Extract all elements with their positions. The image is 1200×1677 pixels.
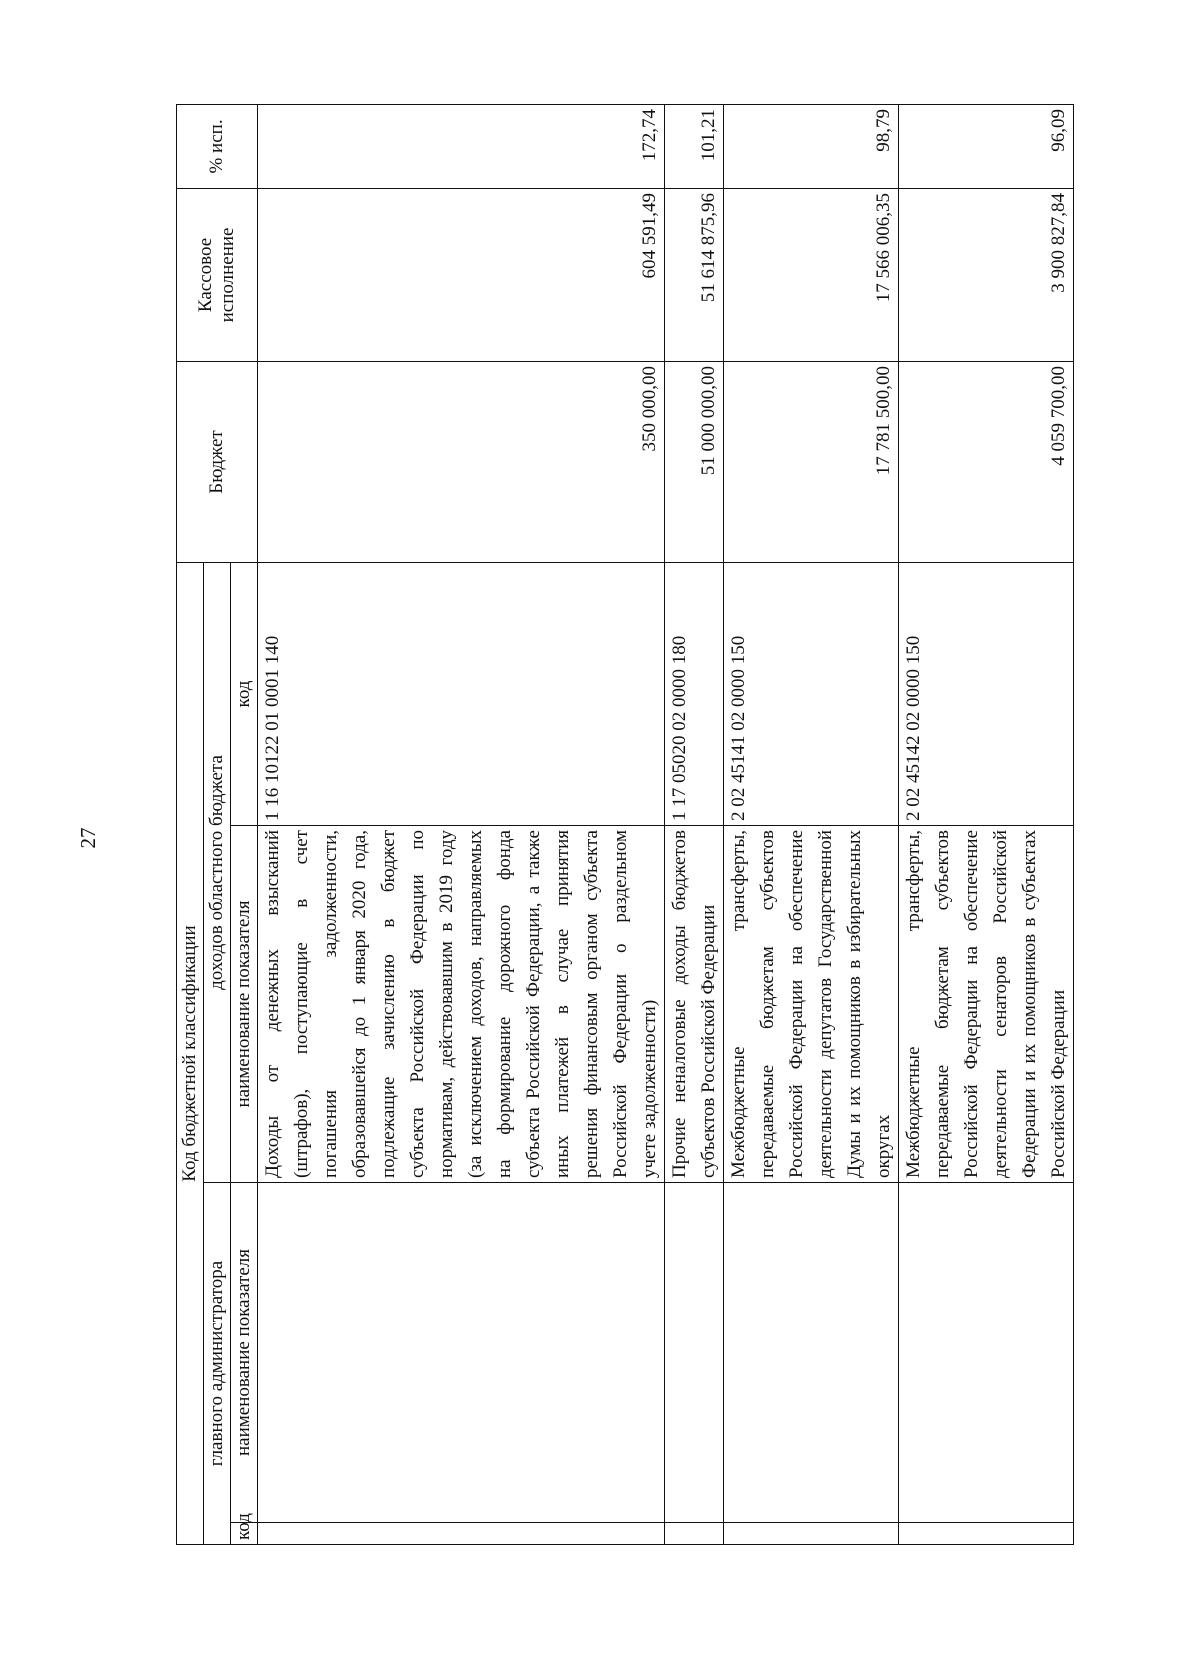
header-row-1: [177, 104, 204, 1544]
header-admin-code: код: [231, 1523, 258, 1545]
revenue-code-cell: 2 02 45142 02 0000 150: [899, 562, 1074, 825]
admin-code-cell: [665, 1523, 724, 1545]
admin-name-cell: [899, 1183, 1074, 1523]
header-admin-name: наименование показателя: [231, 1183, 258, 1523]
revenue-code-cell: 2 02 45141 02 0000 150: [724, 562, 899, 825]
header-revenue-name: наименование показателя: [231, 826, 258, 1183]
indicator-name-cell: Межбюджетные трансферты, передаваемые бюджетам субъектов Российской Федерации на обеспечение деятельности сенаторов Российской Федерации и их помощников в субъектах Российской Федерации: [899, 826, 1074, 1183]
percent-cell: 101,21: [665, 104, 724, 188]
budget-cell: 350 000,00: [258, 361, 665, 562]
admin-code-cell: [899, 1523, 1074, 1545]
header-cash-execution: Кассовое исполнение: [177, 188, 258, 361]
budget-cell: 4 059 700,00: [899, 361, 1074, 562]
cash-execution-cell: 3 900 827,84: [899, 188, 1074, 361]
revenue-code-cell: 1 17 05020 02 0000 180: [665, 562, 724, 825]
page-number: 27: [76, 827, 100, 849]
admin-name-cell: [724, 1183, 899, 1523]
indicator-name-cell: Доходы от денежных взысканий (штрафов), поступающие в счет погашения задолженности, образовавшейся до 1 января 2020 года, подлежащие зачислению в бюджет субъекта Российской Федерации по нормативам, действовавшим в 2019 году (за исключением доходов, направляемых на формирование дорожного фонда субъекта Российской Федерации, а также иных платежей в случае принятия решения финансовым органом субъекта Российской Федерации о раздельном учете задолженности): [258, 826, 665, 1183]
budget-cell: 51 000 000,00: [665, 361, 724, 562]
table-row: [258, 104, 665, 1544]
header-revenue-code: код: [231, 562, 258, 825]
budget-table: [176, 104, 1074, 1545]
admin-code-cell: [258, 1523, 665, 1545]
admin-code-cell: [724, 1523, 899, 1545]
header-main-administrator: главного администратора: [204, 1183, 231, 1545]
header-budget: Бюджет: [177, 361, 258, 562]
percent-cell: 96,09: [899, 104, 1074, 188]
admin-name-cell: [665, 1183, 724, 1523]
indicator-name-cell: Прочие неналоговые доходы бюджетов субъектов Российской Федерации: [665, 826, 724, 1183]
table-row: [899, 104, 1074, 1544]
header-regional-revenue: доходов областного бюджета: [204, 562, 231, 1182]
budget-cell: 17 781 500,00: [724, 361, 899, 562]
table-row: [724, 104, 899, 1544]
percent-cell: 98,79: [724, 104, 899, 188]
cash-execution-cell: 604 591,49: [258, 188, 665, 361]
admin-name-cell: [258, 1183, 665, 1523]
header-classification-code: Код бюджетной классификации: [177, 562, 204, 1544]
cash-execution-cell: 51 614 875,96: [665, 188, 724, 361]
percent-cell: 172,74: [258, 104, 665, 188]
table-row: [665, 104, 724, 1544]
header-percent: % исп.: [177, 104, 258, 188]
indicator-name-cell: Межбюджетные трансферты, передаваемые бюджетам субъектов Российской Федерации на обеспечение деятельности депутатов Государственной Думы и их помощников в избирательных округах: [724, 826, 899, 1183]
revenue-code-cell: 1 16 10122 01 0001 140: [258, 562, 665, 825]
cash-execution-cell: 17 566 006,35: [724, 188, 899, 361]
budget-table-container: [176, 105, 1069, 1545]
